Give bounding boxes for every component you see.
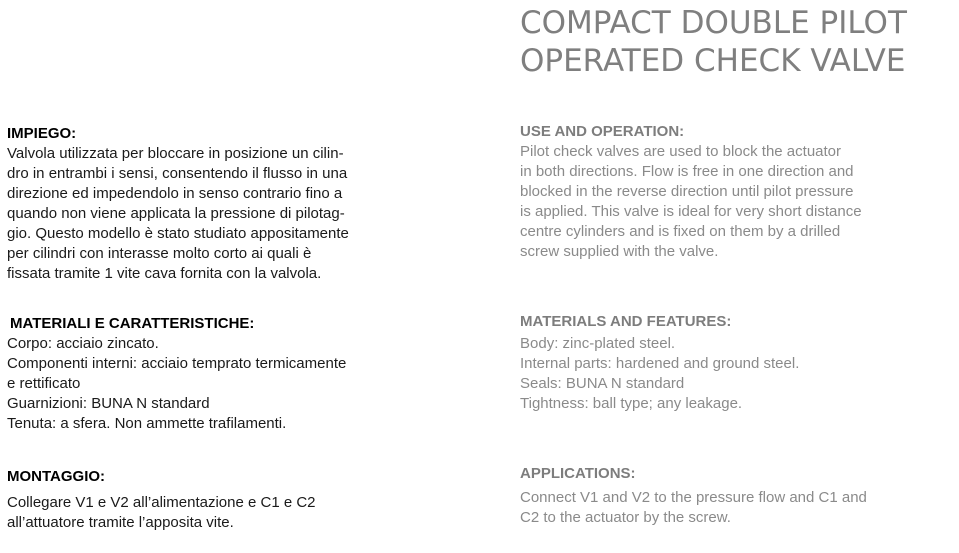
text-line: Valvola utilizzata per bloccare in posizione un cilin- [7,145,344,162]
text-line: Guarnizioni: BUNA N standard [7,395,210,412]
heading-applications: APPLICATIONS: [520,465,636,482]
section-materials-and-features [520,312,950,414]
text-line: e rettificato [7,375,81,392]
text-line: Componenti interni: acciaio temprato termicamente [7,355,347,372]
product-title-line-2: OPERATED CHECK VALVE [520,43,906,79]
text-materiali [7,334,407,434]
text-line: in both directions. Flow is free in one direction and [520,163,854,180]
text-line: Collegare V1 e V2 all’alimentazione e C1 e C2 [7,494,316,511]
text-line: Seals: BUNA N standard [520,375,685,392]
product-title [520,4,956,80]
heading-materiali: MATERIALI E CARATTERISTICHE: [10,315,255,332]
text-line: Connect V1 and V2 to the pressure flow and C1 and [520,489,867,506]
text-line: Pilot check valves are used to block the actuator [520,143,842,160]
heading-use-and-operation: USE AND OPERATION: [520,123,685,140]
text-applications [520,488,950,528]
text-line: dro in entrambi i sensi, consentendo il flusso in una [7,165,348,182]
text-materials-and-features [520,334,950,414]
text-use-and-operation [520,142,950,262]
text-line: C2 to the actuator by the screw. [520,509,731,526]
product-title-line-1: COMPACT DOUBLE PILOT [520,5,907,41]
text-line: gio. Questo modello è stato studiato appositamente [7,225,349,242]
text-line: Body: zinc-plated steel. [520,335,676,352]
text-line: Tenuta: a sfera. Non ammette trafilamenti. [7,415,287,432]
heading-materials-and-features: MATERIALS AND FEATURES: [520,313,732,330]
text-line: fissata tramite 1 vite cava fornita con la valvola. [7,265,322,282]
section-montaggio [7,467,407,533]
text-line: Internal parts: hardened and ground steel. [520,355,800,372]
text-impiego [7,144,407,284]
text-line: Corpo: acciaio zincato. [7,335,159,352]
text-line: direzione ed impedendolo in senso contrario fino a [7,185,343,202]
text-line: centre cylinders and is fixed on them by a drilled [520,223,841,240]
text-line: blocked in the reverse direction until pilot pressure [520,183,854,200]
text-line: is applied. This valve is ideal for very short distance [520,203,862,220]
section-applications [520,464,950,528]
text-line: Tightness: ball type; any leakage. [520,395,743,412]
section-use-and-operation [520,122,950,262]
section-materiali [7,314,407,434]
text-line: screw supplied with the valve. [520,243,719,260]
text-montaggio [7,493,407,533]
text-line: quando non viene applicata la pressione di pilotag- [7,205,345,222]
text-line: all’attuatore tramite l’apposita vite. [7,514,234,531]
heading-montaggio: MONTAGGIO: [7,468,106,485]
heading-impiego: IMPIEGO: [7,125,77,142]
section-impiego [7,124,407,284]
text-line: per cilindri con interasse molto corto ai quali è [7,245,312,262]
